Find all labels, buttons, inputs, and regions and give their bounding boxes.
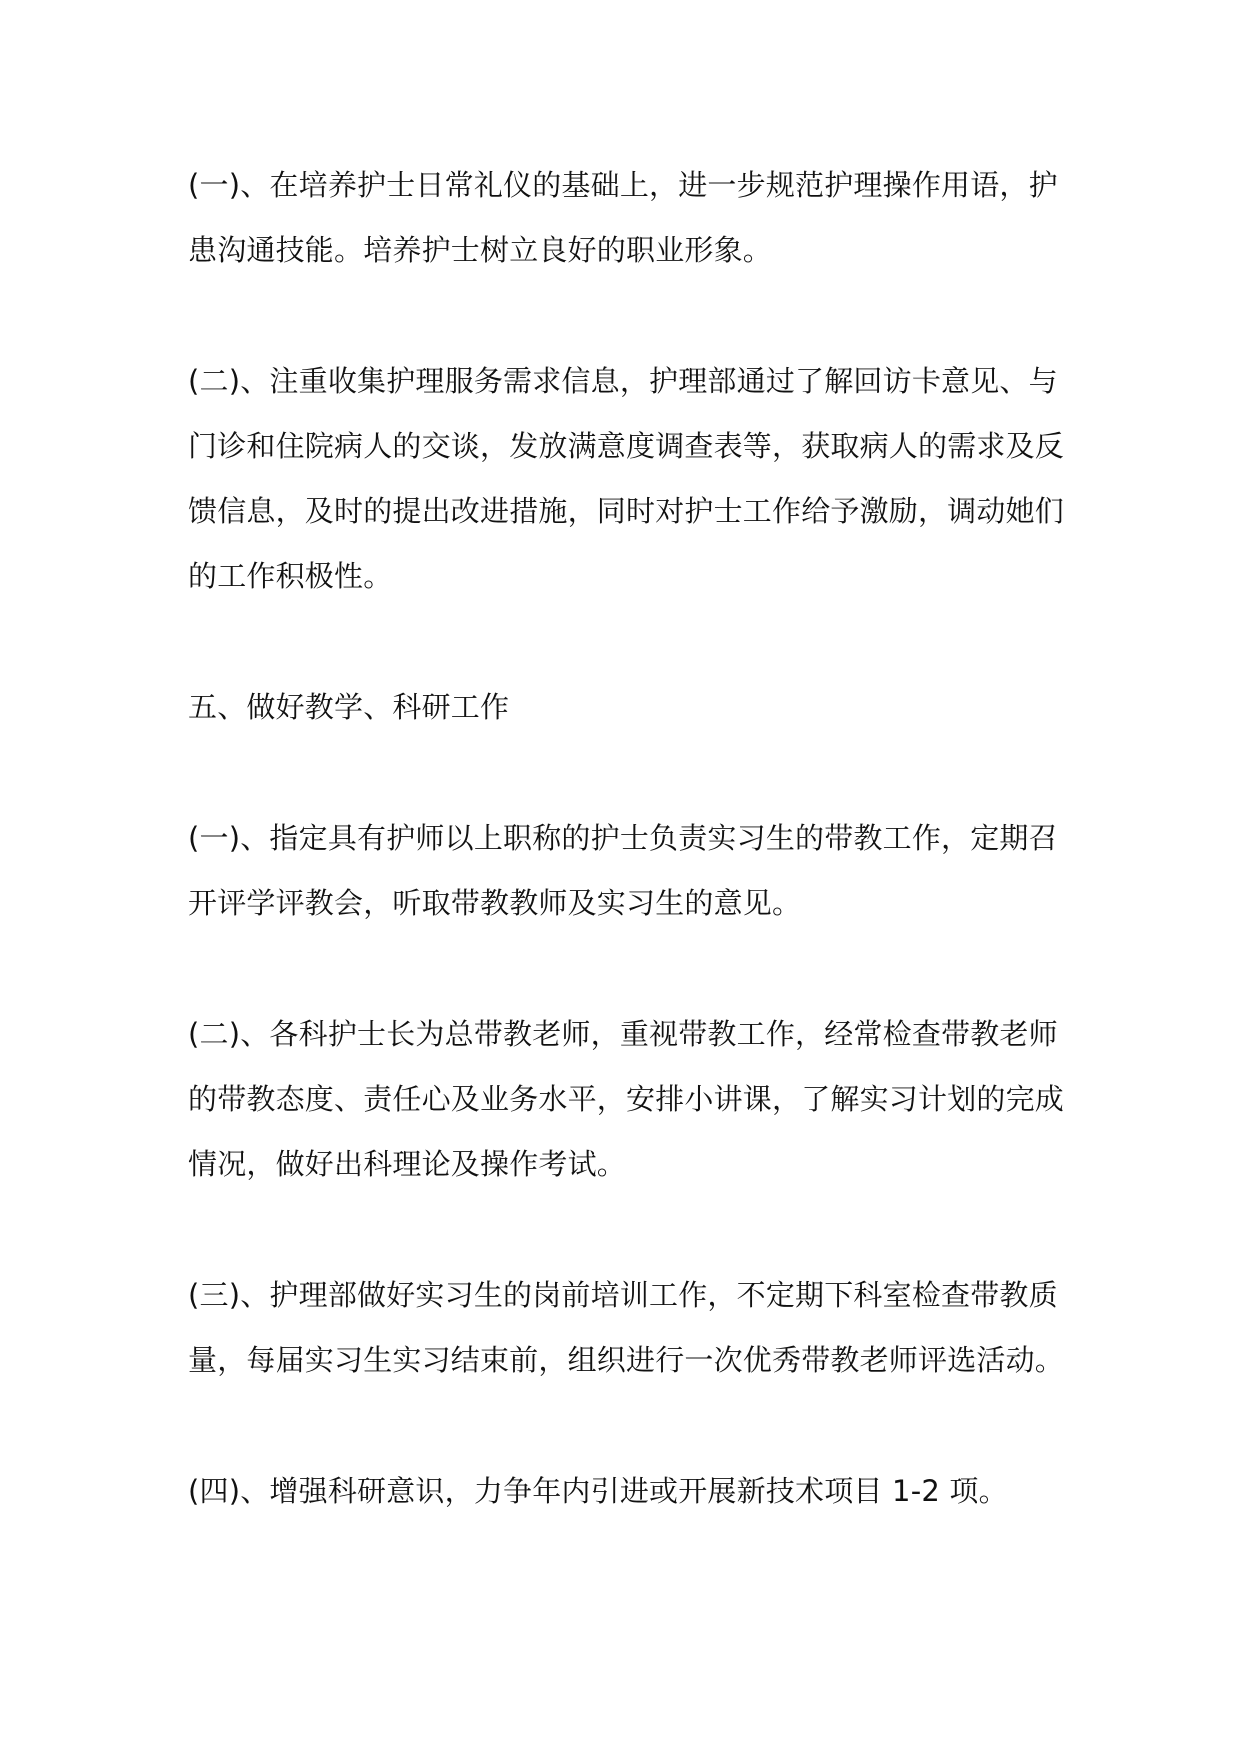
paragraph-line: 馈信息，及时的提出改进措施，同时对护士工作给予激励，调动她们 [188,494,1065,528]
paragraph-line: 量，每届实习生实习结束前，组织进行一次优秀带教老师评选活动。 [188,1343,1065,1377]
paragraph-line: 的工作积极性。 [188,559,393,593]
paragraph-line: (二)、各科护士长为总带教老师，重视带教工作，经常检查带教老师 [188,1017,1058,1051]
paragraph-line: 门诊和住院病人的交谈，发放满意度调查表等，获取病人的需求及反 [188,429,1065,463]
section-heading: 五、做好教学、科研工作 [188,690,510,724]
paragraph-line: (二)、注重收集护理服务需求信息，护理部通过了解回访卡意见、与 [188,364,1058,398]
paragraph-line: 开评学评教会，听取带教教师及实习生的意见。 [188,886,802,920]
paragraph-line: (四)、增强科研意识，力争年内引进或开展新技术项目 1-2 项。 [188,1474,1008,1508]
paragraph-line: (一)、指定具有护师以上职称的护士负责实习生的带教工作，定期召 [188,821,1058,855]
paragraph-line: 患沟通技能。培养护士树立良好的职业形象。 [188,233,773,267]
paragraph-line: (三)、护理部做好实习生的岗前培训工作，不定期下科室检查带教质 [188,1278,1058,1312]
paragraph-line: 的带教态度、责任心及业务水平，安排小讲课，了解实习计划的完成 [188,1082,1065,1116]
paragraph-line: (一)、在培养护士日常礼仪的基础上，进一步规范护理操作用语，护 [188,168,1058,202]
paragraph-line: 情况，做好出科理论及操作考试。 [188,1147,627,1181]
